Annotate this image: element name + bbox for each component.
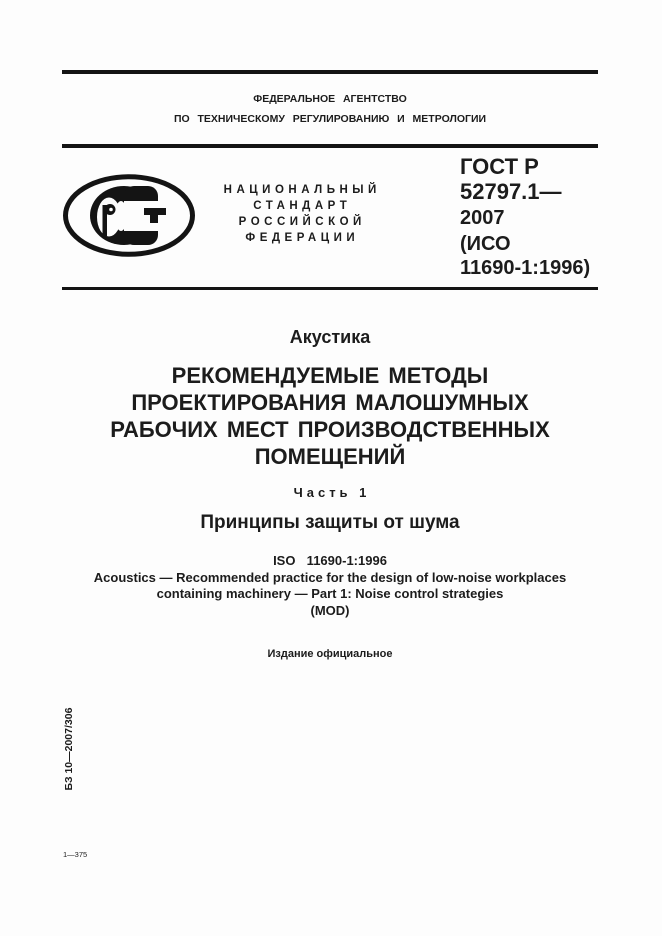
- main-title-line-3: РАБОЧИХ МЕСТ ПРОИЗВОДСТВЕННЫХ: [110, 417, 550, 442]
- subject-heading: Акустика: [289, 327, 371, 347]
- pct-certification-mark-icon: [58, 165, 200, 265]
- standard-type-line-2: СТАНДАРТ: [253, 200, 352, 212]
- main-title-line-4: ПОМЕЩЕНИЙ: [254, 444, 406, 469]
- agency-name-line-1: ФЕДЕРАЛЬНОЕ АГЕНТСТВО: [253, 93, 407, 105]
- edition-label: Издание официальное: [267, 647, 393, 660]
- print-code: 1—375: [63, 850, 88, 859]
- main-title-line-1: РЕКОМЕНДУЕМЫЕ МЕТОДЫ: [171, 363, 489, 388]
- modification-label: (MOD): [310, 602, 350, 618]
- part-label: Часть 1: [293, 485, 371, 500]
- international-title-line-1: Acoustics — Recommended practice for the design of low-noise workplaces: [93, 569, 567, 585]
- international-standard-code: ISO 11690-1:1996: [273, 553, 387, 568]
- international-title-line-2: containing machinery — Part 1: Noise control strategies: [156, 586, 504, 601]
- designation-line-1: ГОСТ Р: [460, 154, 539, 179]
- standard-type-line-3: РОССИЙСКОЙ: [238, 216, 366, 228]
- designation-line-5: 11690-1:1996): [460, 256, 591, 279]
- agency-name-line-2: ПО ТЕХНИЧЕСКОМУ РЕГУЛИРОВАНИЮ И МЕТРОЛОГИИ: [173, 113, 487, 125]
- standard-type-line-1: НАЦИОНАЛЬНЫЙ: [223, 184, 381, 196]
- designation-line-4: (ИСО: [460, 232, 511, 255]
- catalog-code: БЗ 10—2007/306: [63, 707, 75, 791]
- top-rule: [62, 70, 598, 74]
- standard-type-line-4: ФЕДЕРАЦИИ: [245, 232, 360, 244]
- main-title-line-2: ПРОЕКТИРОВАНИЯ МАЛОШУМНЫХ: [131, 390, 529, 415]
- header-rule: [62, 144, 598, 148]
- designation-line-3: 2007: [460, 207, 505, 229]
- designation-line-2: 52797.1—: [460, 179, 562, 204]
- part-title: Принципы защиты от шума: [200, 511, 460, 533]
- masthead-bottom-rule: [62, 287, 598, 290]
